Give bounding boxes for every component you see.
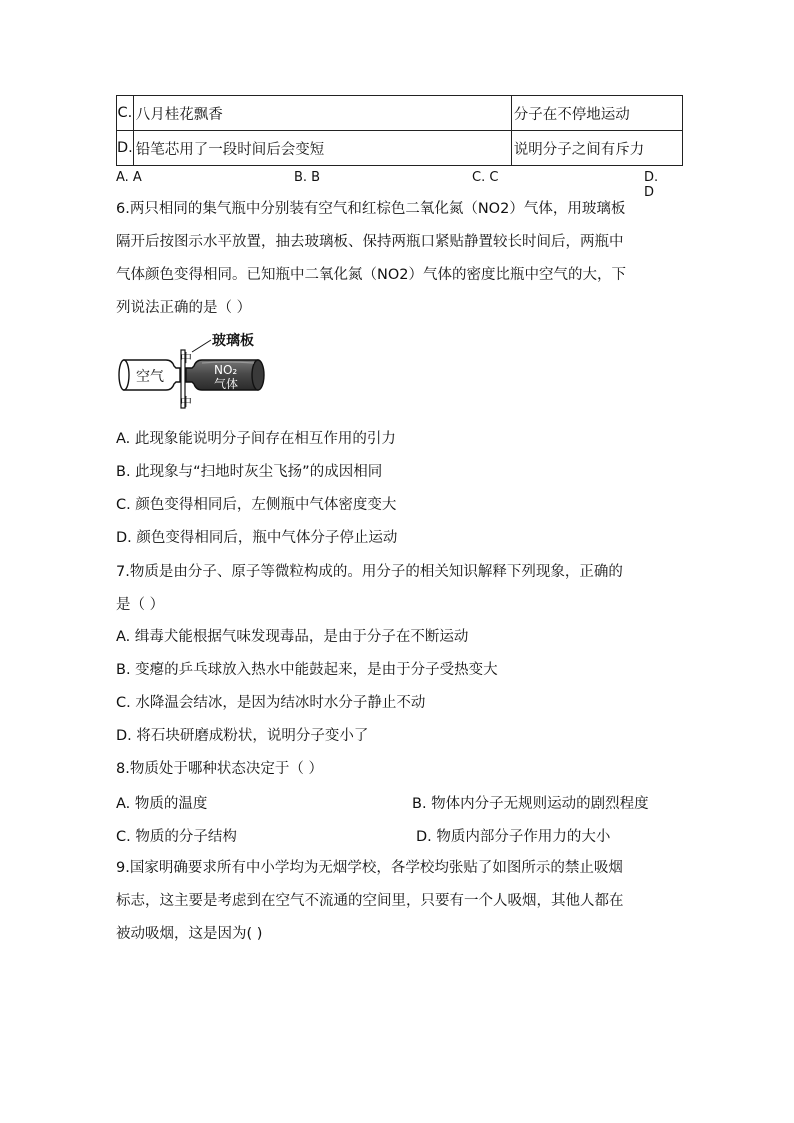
plate-char-bottom: 中 (180, 395, 193, 409)
q5-option-c: C. C (472, 170, 499, 185)
q7-option-c: C. 水降温会结冰，是因为结冰时水分子静止不动 (116, 695, 426, 711)
row-explanation: 分子在不停地运动 (511, 96, 682, 131)
q7-stem-line-1: 7.物质是由分子、原子等微粒构成的。用分子的相关知识解释下列现象，正确的 (116, 564, 623, 580)
plate-pointer-line (192, 340, 211, 352)
q5-options (116, 170, 672, 200)
plate-char-top: 中 (180, 351, 193, 365)
q6-option-a: A. 此现象能说明分子间存在相互作用的引力 (116, 431, 396, 447)
no2-word-label: 气体 (214, 377, 239, 391)
table-row (117, 96, 683, 131)
q8-stem: 8.物质处于哪种状态决定于（ ） (116, 761, 323, 777)
q6-option-b: B. 此现象与“扫地时灰尘飞扬”的成因相同 (116, 464, 383, 480)
q8-option-a: A. 物质的温度 (116, 796, 208, 812)
row-phenomenon: 铅笔芯用了一段时间后会变短 (133, 131, 511, 166)
q7-option-d: D. 将石块研磨成粉状，说明分子变小了 (116, 728, 369, 744)
q7-stem-line-2: 是（ ） (116, 597, 165, 613)
row-letter: C. (117, 96, 134, 131)
q6-gas-bottles-figure (116, 330, 276, 410)
air-label: 空气 (136, 369, 164, 385)
q9-stem-line-3: 被动吸烟，这是因为( ) (116, 926, 263, 942)
q5-option-b: B. B (294, 170, 321, 185)
q6-stem-line-3: 气体颜色变得相同。已知瓶中二氧化氮（NO2）气体的密度比瓶中空气的大，下 (116, 267, 626, 283)
q7-option-a: A. 缉毒犬能根据气味发现毒品，是由于分子在不断运动 (116, 629, 469, 645)
q6-option-c: C. 颜色变得相同后，左侧瓶中气体密度变大 (116, 497, 397, 513)
table-row (117, 131, 683, 166)
q5-table (116, 95, 683, 166)
q9-stem-line-2: 标志，这主要是考虑到在空气不流通的空间里，只要有一个人吸烟，其他人都在 (116, 893, 624, 909)
q8-option-d: D. 物质内部分子作用力的大小 (416, 829, 611, 845)
plate-label: 玻璃板 (212, 333, 254, 349)
q6-stem-line-4: 列说法正确的是（ ） (116, 300, 252, 316)
q5-option-d: D. D (644, 170, 659, 200)
no2-formula-label: NO₂ (214, 363, 238, 377)
q5-option-a: A. A (116, 170, 142, 185)
q8-option-c: C. 物质的分子结构 (116, 829, 237, 845)
row-explanation: 说明分子之间有斥力 (511, 131, 682, 166)
row-letter: D. (117, 131, 134, 166)
q6-option-d: D. 颜色变得相同后，瓶中气体分子停止运动 (116, 530, 398, 546)
row-phenomenon: 八月桂花飘香 (133, 96, 511, 131)
q8-option-b: B. 物体内分子无规则运动的剧烈程度 (412, 796, 649, 812)
q6-stem-line-2: 隔开后按图示水平放置，抽去玻璃板、保持两瓶口紧贴静置较长时间后，两瓶中 (116, 234, 624, 250)
q7-option-b: B. 变瘪的乒乓球放入热水中能鼓起来，是由于分子受热变大 (116, 662, 498, 678)
q6-stem-line-1: 6.两只相同的集气瓶中分别装有空气和红棕色二氧化氮（NO2）气体，用玻璃板 (116, 201, 626, 217)
q9-stem-line-1: 9.国家明确要求所有中小学均为无烟学校，各学校均张贴了如图所示的禁止吸烟 (116, 860, 623, 876)
